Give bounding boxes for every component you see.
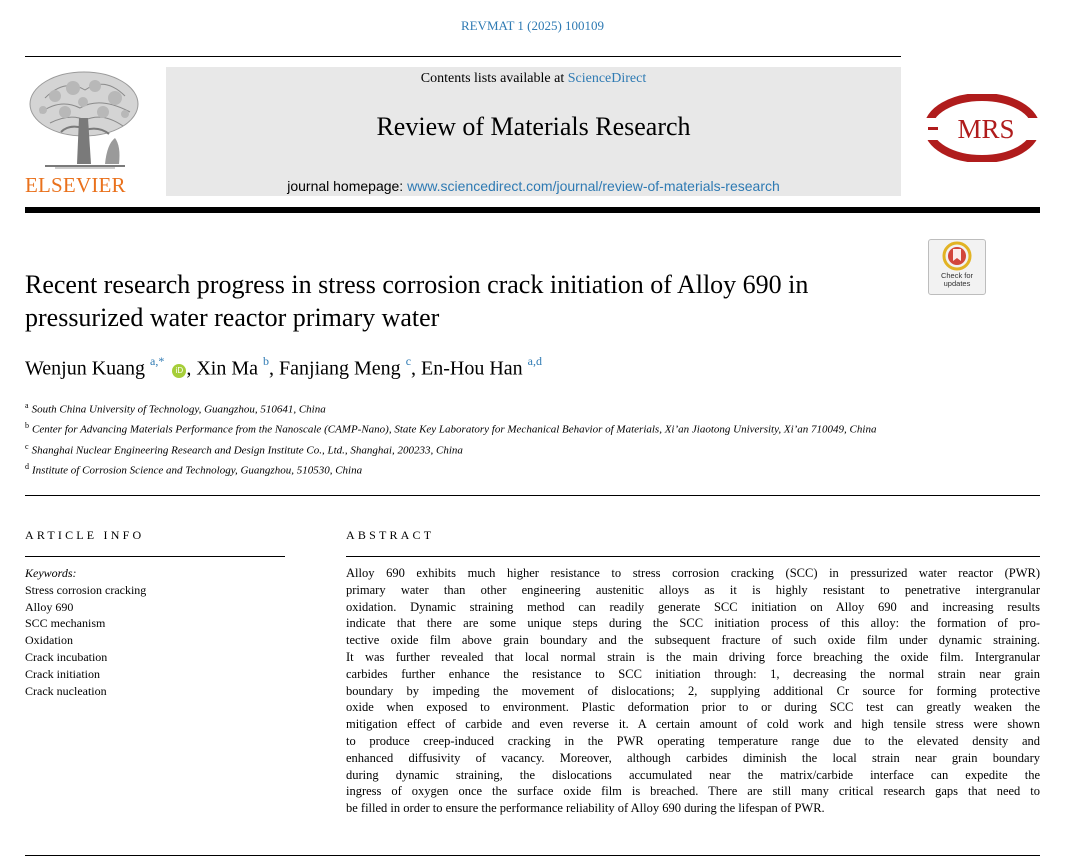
author-ma-affiliation[interactable]: b	[263, 354, 270, 368]
orcid-icon[interactable]: iD	[172, 364, 186, 378]
journal-homepage	[166, 178, 901, 194]
tree-of-knowledge-icon	[25, 68, 143, 172]
author-han-affiliation[interactable]: a,d	[527, 354, 542, 368]
abstract-line: boundary by impeding the movement of dislocations; 2, supplying additional Cr source for forming protective	[346, 683, 1040, 698]
abstract-line: carbides further enhance the resistance to SCC initiation through: 1, decreasing the normal strain near grain	[346, 666, 1040, 681]
abstract-line: Alloy 690 exhibits much higher resistance to stress corrosion cracking (SCC) in pressurized water reactor (PWR)	[346, 566, 1040, 580]
author-ma[interactable]: Xin Ma	[196, 357, 259, 380]
author-meng-affiliation[interactable]: c	[405, 354, 412, 368]
keyword-item: Crack incubation	[25, 649, 108, 664]
abstract-line: It was further revealed that local normal strain is the main driving force breaching the oxide film. Intergranular	[346, 649, 1040, 664]
journal-citation[interactable]	[0, 18, 1065, 34]
abstract-line: tective oxide film above grain boundary and the subsequent fracture of such oxide film under dynamic straining.	[346, 633, 1040, 648]
keyword-item: Oxidation	[25, 633, 73, 648]
affiliation-b: $^b$ Center for Advancing Materials Performance from the Nanoscale (CAMP-Nano), State Key Laboratory for Mechanical Behavior of Materials, Xi’an Jiaotong University, Xi’an 710049, China	[25, 421, 877, 436]
abstract-line: ingress of oxygen once the surface oxide film is breached. There are still many critical research gaps that need to	[346, 784, 1040, 799]
homepage-prefix: journal homepage:	[287, 178, 408, 194]
elsevier-logo[interactable]	[25, 68, 143, 198]
mrs-logo-text: MRS	[957, 114, 1015, 144]
keywords-label: Keywords:	[25, 566, 77, 580]
keyword-item: Crack nucleation	[25, 683, 107, 698]
abstract-line: be filled in order to ensure the performance reliability of Alloy 690 during the lifespan of PWR.	[346, 801, 825, 816]
keyword-item: SCC mechanism	[25, 616, 106, 631]
crossmark-label: Check for updates	[940, 271, 974, 288]
abstract-line: indicate that there are some unique steps during the SCC initiation process of this alloy: the formation of pro-	[346, 616, 1040, 631]
author-kuang[interactable]: Wenjun Kuang	[25, 357, 146, 380]
header-divider	[25, 495, 1040, 496]
homepage-link[interactable]: www.sciencedirect.com/journal/review-of-materials-research	[407, 178, 780, 194]
keyword-item: Crack initiation	[25, 666, 100, 681]
author-list: Wenjun Kuang $^{a,*}$ iD , Xin Ma $^b$, Fanjiang Meng $^c$, En-Hou Han $^{a,d}$	[25, 354, 542, 380]
author-kuang-affiliation[interactable]: a,*	[150, 354, 165, 368]
affiliation-c: $^c$ Shanghai Nuclear Engineering Research and Design Institute Co., Ltd., Shanghai, 200233, China	[25, 441, 463, 457]
abstract-divider	[346, 556, 1040, 557]
masthead-divider	[25, 207, 1040, 213]
elsevier-wordmark: ELSEVIER	[25, 173, 126, 197]
abstract-heading: ABSTRACT	[346, 528, 435, 542]
top-divider	[25, 56, 901, 57]
contents-prefix: Contents lists available at	[420, 71, 568, 86]
abstract-line: to produce creep-induced cracking in the PWR operating temperature range due to the elevated density and	[346, 733, 1040, 748]
author-han[interactable]: En-Hou Han	[421, 357, 523, 380]
citation-link[interactable]: REVMAT 1 (2025) 100109	[460, 18, 605, 33]
affiliation-list	[25, 398, 905, 479]
keyword-item: Alloy 690	[25, 599, 74, 614]
article-info-heading: ARTICLE INFO	[25, 528, 145, 542]
journal-title[interactable]: Review of Materials Research	[376, 112, 691, 141]
abstract-line: oxidation. Dynamic straining method can readily generate SCC initiation on Alloy 690 and increasing results	[346, 599, 1040, 614]
abstract-line: primary water than other engineering austenitic alloys as it is highly resistant to penetrative intergranular	[346, 582, 1040, 597]
mrs-logo-icon	[925, 94, 1047, 162]
article-title: Recent research progress in stress corrosion crack initiation of Alloy 690 in pressurized water reactor primary water	[25, 270, 809, 332]
article-info-divider	[25, 556, 285, 557]
keywords-list	[25, 565, 146, 699]
keyword-item: Stress corrosion cracking	[25, 582, 147, 597]
abstract-line: mitigation effect of carbide and even reverse it. A certain amount of cold work and high tensile stress were shown	[346, 717, 1040, 732]
check-for-updates-badge[interactable]	[928, 239, 986, 295]
crossmark-icon	[929, 240, 985, 272]
affiliation-a: $^a$ South China University of Technology, Guangzhou, 510641, China	[25, 401, 326, 416]
bottom-divider	[25, 855, 1040, 856]
sciencedirect-link[interactable]: ScienceDirect	[567, 71, 647, 86]
mrs-society-logo[interactable]	[925, 94, 1047, 162]
contents-line	[166, 71, 901, 87]
abstract-line: enhanced diffusivity of vacancy. Moreover, although carbides diminish the local strain near grain boundary	[346, 750, 1040, 765]
affiliation-d: $^d$ Institute of Corrosion Science and Technology, Guangzhou, 510530, China	[25, 461, 363, 477]
journal-masthead	[166, 67, 901, 196]
author-meng[interactable]: Fanjiang Meng	[279, 357, 401, 380]
abstract-body	[346, 565, 1040, 817]
abstract-line: oxide when exposed to environment. Plastic deformation prior to or during SCC test can greatly weaken the	[346, 700, 1040, 715]
abstract-line: during dynamic straining, the dislocations accumulated near the matrix/carbide interface can expedite the	[346, 767, 1040, 782]
